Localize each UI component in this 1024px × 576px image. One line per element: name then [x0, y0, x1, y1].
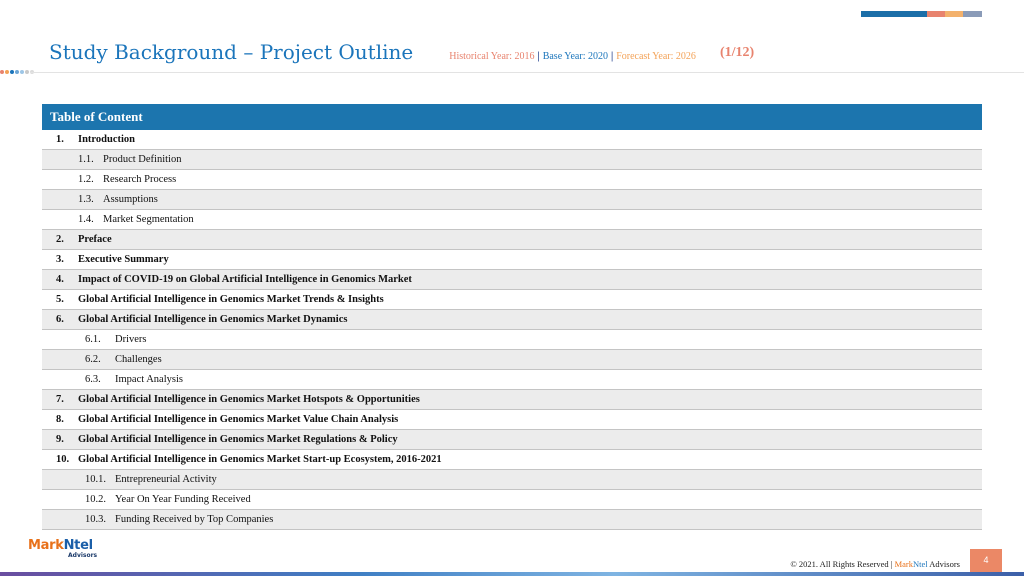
footer-copyright [790, 559, 960, 569]
toc-subsection-row [42, 330, 982, 350]
toc-number: 2. [56, 234, 64, 245]
toc-subsection-row [42, 510, 982, 530]
toc-section-row [42, 390, 982, 410]
toc-number: 6.3. [85, 374, 101, 385]
toc-subsection-row [42, 190, 982, 210]
footer-brand-rest: Advisors [927, 559, 960, 569]
toc-section-row [42, 290, 982, 310]
toc-number: 10. [56, 454, 70, 465]
toc-subsection-row [42, 150, 982, 170]
markntel-logo [28, 539, 98, 561]
year-info [449, 51, 696, 62]
title-divider [30, 72, 1024, 73]
toc-label: Research Process [103, 174, 177, 185]
toc-label: Executive Summary [78, 254, 169, 265]
toc-number: 7. [56, 394, 64, 405]
year-separator: | [537, 51, 540, 62]
footer-brand-mark: Mark [894, 559, 913, 569]
page-title: Study Background – Project Outline [49, 40, 414, 64]
toc-section-row [42, 410, 982, 430]
toc-number: 6.2. [85, 354, 101, 365]
dot [15, 70, 19, 74]
toc-section-row [42, 310, 982, 330]
toc-subsection-row [42, 170, 982, 190]
accent-bar-coral [927, 11, 945, 17]
toc-label: Impact Analysis [115, 374, 183, 385]
toc-number: 4. [56, 274, 64, 285]
accent-bar-blue [861, 11, 927, 17]
bottom-gradient-bar [0, 572, 1024, 576]
toc-subsection-row [42, 490, 982, 510]
dot [0, 70, 4, 74]
logo-wordmark [28, 539, 98, 552]
accent-bar-orange [945, 11, 963, 17]
dot [20, 70, 24, 74]
toc-number: 1.4. [78, 214, 94, 225]
toc-number: 5. [56, 294, 64, 305]
toc-label: Assumptions [103, 194, 158, 205]
toc-label: Global Artificial Intelligence in Genomics Market Value Chain Analysis [78, 414, 399, 425]
toc-label: Global Artificial Intelligence in Genomics Market Regulations & Policy [78, 434, 398, 445]
toc-subsection-row [42, 370, 982, 390]
toc-label: Impact of COVID-19 on Global Artificial Intelligence in Genomics Market [78, 274, 412, 285]
toc-label: Global Artificial Intelligence in Genomics Market Dynamics [78, 314, 348, 325]
toc-number: 10.2. [85, 494, 106, 505]
toc-rows [42, 130, 982, 530]
toc-section-row [42, 450, 982, 470]
toc-section-row [42, 230, 982, 250]
toc-label: Global Artificial Intelligence in Genomics Market Hotspots & Opportunities [78, 394, 420, 405]
historical-year: Historical Year: 2016 [449, 51, 535, 62]
dot [10, 70, 14, 74]
toc-number: 9. [56, 434, 64, 445]
footer-brand-ntel: Ntel [913, 559, 928, 569]
toc-section-row [42, 130, 982, 150]
forecast-year: Forecast Year: 2026 [616, 51, 696, 62]
toc-label: Product Definition [103, 154, 182, 165]
title-row [49, 40, 696, 68]
decorative-dots [0, 70, 34, 74]
toc-number: 1.2. [78, 174, 94, 185]
toc-number: 10.3. [85, 514, 106, 525]
logo-ntel-text: Ntel [63, 538, 93, 553]
toc-label: Market Segmentation [103, 214, 194, 225]
toc-number: 3. [56, 254, 64, 265]
toc-number: 1.3. [78, 194, 94, 205]
toc-heading: Table of Content [42, 104, 982, 130]
toc-section-row [42, 250, 982, 270]
accent-bar-grey [963, 11, 982, 17]
toc-label: Challenges [115, 354, 162, 365]
base-year: Base Year: 2020 [542, 51, 608, 62]
logo-mark-text: Mark [28, 538, 64, 553]
toc-subsection-row [42, 210, 982, 230]
dot [5, 70, 9, 74]
top-accent-bars [861, 11, 982, 17]
page-fraction: (1/12) [720, 45, 755, 60]
toc-label: Entrepreneurial Activity [115, 474, 217, 485]
toc-label: Year On Year Funding Received [115, 494, 251, 505]
toc-label: Introduction [78, 134, 135, 145]
toc-section-row [42, 270, 982, 290]
toc-subsection-row [42, 350, 982, 370]
toc-number: 6. [56, 314, 64, 325]
toc-label: Drivers [115, 334, 147, 345]
dot [25, 70, 29, 74]
table-of-content [42, 104, 982, 530]
toc-number: 6.1. [85, 334, 101, 345]
toc-label: Funding Received by Top Companies [115, 514, 274, 525]
year-separator: | [610, 51, 614, 62]
toc-label: Global Artificial Intelligence in Genomics Market Trends & Insights [78, 294, 384, 305]
toc-label: Preface [78, 234, 112, 245]
toc-subsection-row [42, 470, 982, 490]
page-number: 4 [970, 549, 1002, 573]
logo-subtitle: Advisors [68, 552, 98, 559]
copyright-text: © 2021. All Rights Reserved | [790, 559, 895, 569]
toc-label: Global Artificial Intelligence in Genomics Market Start-up Ecosystem, 2016-2021 [78, 454, 442, 465]
toc-number: 1.1. [78, 154, 94, 165]
toc-number: 1. [56, 134, 64, 145]
toc-section-row [42, 430, 982, 450]
toc-number: 10.1. [85, 474, 106, 485]
toc-number: 8. [56, 414, 64, 425]
